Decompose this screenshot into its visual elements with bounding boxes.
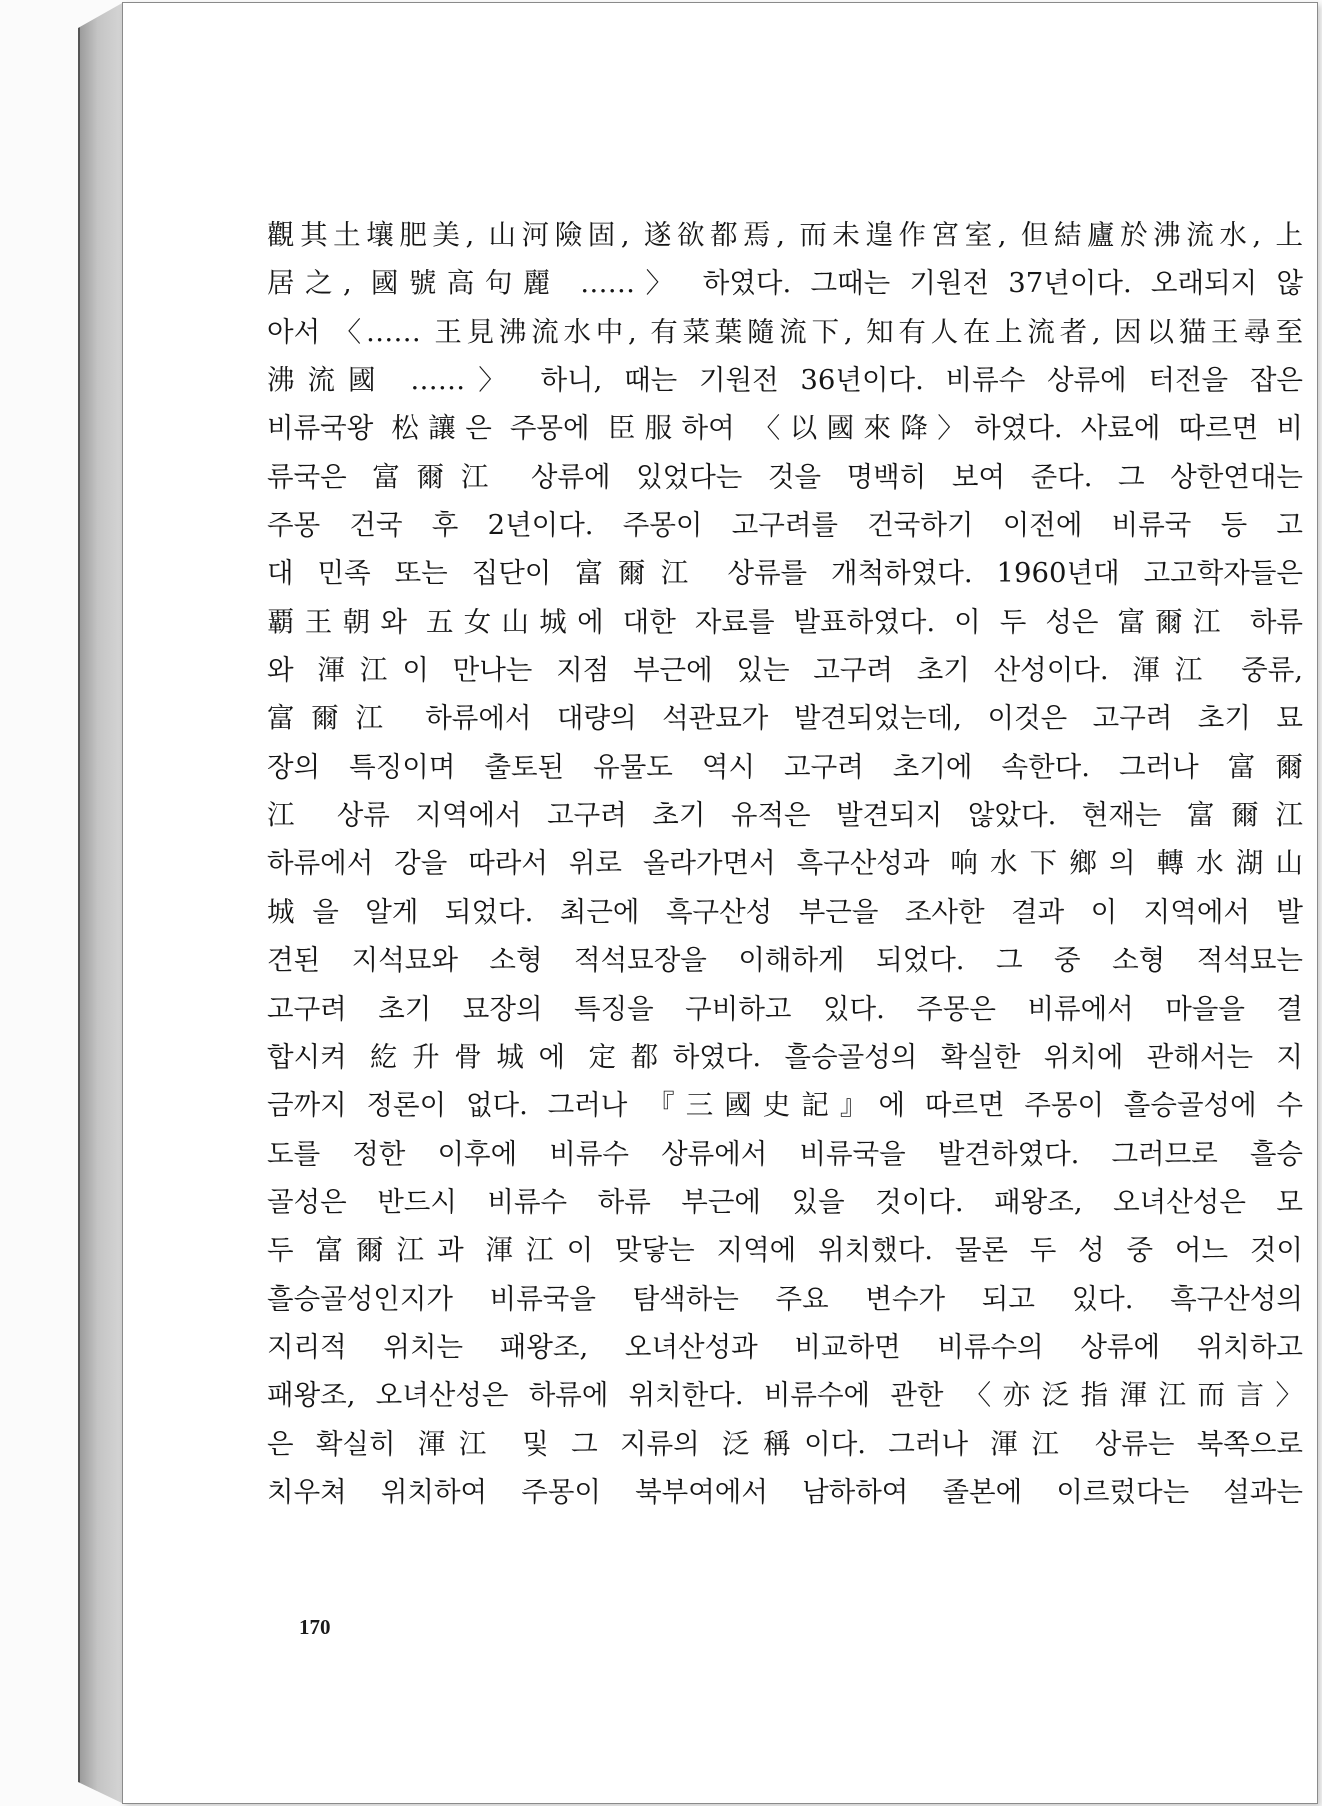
text-line: 주몽 건국 후 2년이다. 주몽이 고구려를 건국하기 이전에 비류국 등 고 — [267, 509, 1303, 542]
spine-edge-line — [78, 28, 80, 1782]
book-spine — [78, 2, 124, 1804]
text-line: 고구려 초기 묘장의 특징을 구비하고 있다. 주몽은 비류에서 마을을 결 — [267, 992, 1303, 1025]
text-line: 도를 정한 이후에 비류수 상류에서 비류국을 발견하였다. 그러므로 흘승 — [267, 1137, 1303, 1170]
text-line: 패왕조, 오녀산성은 하류에 위치한다. 비류수에 관한 〈亦泛指渾江而言〉 — [267, 1379, 1303, 1412]
text-line: 합시켜 紇升骨城에 定都하였다. 흘승골성의 확실한 위치에 관해서는 지 — [267, 1040, 1303, 1073]
text-line: 장의 특징이며 출토된 유물도 역시 고구려 초기에 속한다. 그러나 富爾 — [267, 750, 1303, 783]
book-page — [122, 2, 1318, 1804]
text-line: 치우쳐 위치하여 주몽이 북부여에서 남하하여 졸본에 이르렀다는 설과는 — [267, 1475, 1303, 1508]
text-line: 江 상류 지역에서 고구려 초기 유적은 발견되지 않았다. 현재는 富爾江 — [267, 799, 1303, 832]
text-line: 沸流國 ……〉 하니, 때는 기원전 36년이다. 비류수 상류에 터전을 잡은 — [267, 364, 1303, 397]
text-line: 지리적 위치는 패왕조, 오녀산성과 비교하면 비류수의 상류에 위치하고 — [267, 1330, 1303, 1363]
text-line: 覇王朝와 五女山城에 대한 자료를 발표하였다. 이 두 성은 富爾江 하류 — [267, 605, 1303, 638]
text-line: 골성은 반드시 비류수 하류 부근에 있을 것이다. 패왕조, 오녀산성은 모 — [267, 1185, 1303, 1218]
page-number: 170 — [299, 1615, 331, 1639]
text-line: 觀其土壤肥美, 山河險固, 遂欲都焉, 而未遑作宮室, 但結廬於沸流水, 上 — [267, 219, 1303, 251]
text-line: 은 확실히 渾江 및 그 지류의 泛稱이다. 그러나 渾江 상류는 북쪽으로 — [267, 1427, 1303, 1460]
text-line: 와 渾江이 만나는 지점 부근에 있는 고구려 초기 산성이다. 渾江 중류, — [267, 654, 1303, 687]
body-text — [267, 211, 1303, 1516]
text-line: 금까지 정론이 없다. 그러나 『三國史記』에 따르면 주몽이 흘승골성에 수 — [267, 1089, 1303, 1122]
text-line: 두 富爾江과 渾江이 맞닿는 지역에 위치했다. 물론 두 성 중 어느 것이 — [267, 1234, 1303, 1267]
text-line: 대 민족 또는 집단이 富爾江 상류를 개척하였다. 1960년대 고고학자들은 — [267, 557, 1303, 590]
text-line: 하류에서 강을 따라서 위로 올라가면서 흑구산성과 响水下鄉의 轉水湖山 — [267, 847, 1303, 880]
text-line: 城을 알게 되었다. 최근에 흑구산성 부근을 조사한 결과 이 지역에서 발 — [267, 895, 1303, 928]
text-line: 居之, 國號高句麗 ……〉 하였다. 그때는 기원전 37년이다. 오래되지 않 — [267, 267, 1303, 300]
text-line: 富爾江 하류에서 대량의 석관묘가 발견되었는데, 이것은 고구려 초기 묘 — [267, 702, 1303, 735]
text-line: 아서 〈…… 王見沸流水中, 有菜葉隨流下, 知有人在上流者, 因以猫王尋至 — [267, 315, 1303, 348]
text-line: 비류국왕 松讓은 주몽에 臣服하여 〈以國來降〉하였다. 사료에 따르면 비 — [267, 412, 1303, 445]
text-line: 흘승골성인지가 비류국을 탐색하는 주요 변수가 되고 있다. 흑구산성의 — [267, 1282, 1303, 1315]
text-line: 류국은 富爾江 상류에 있었다는 것을 명백히 보여 준다. 그 상한연대는 — [267, 460, 1303, 493]
text-line: 견된 지석묘와 소형 적석묘장을 이해하게 되었다. 그 중 소형 적석묘는 — [267, 944, 1303, 977]
